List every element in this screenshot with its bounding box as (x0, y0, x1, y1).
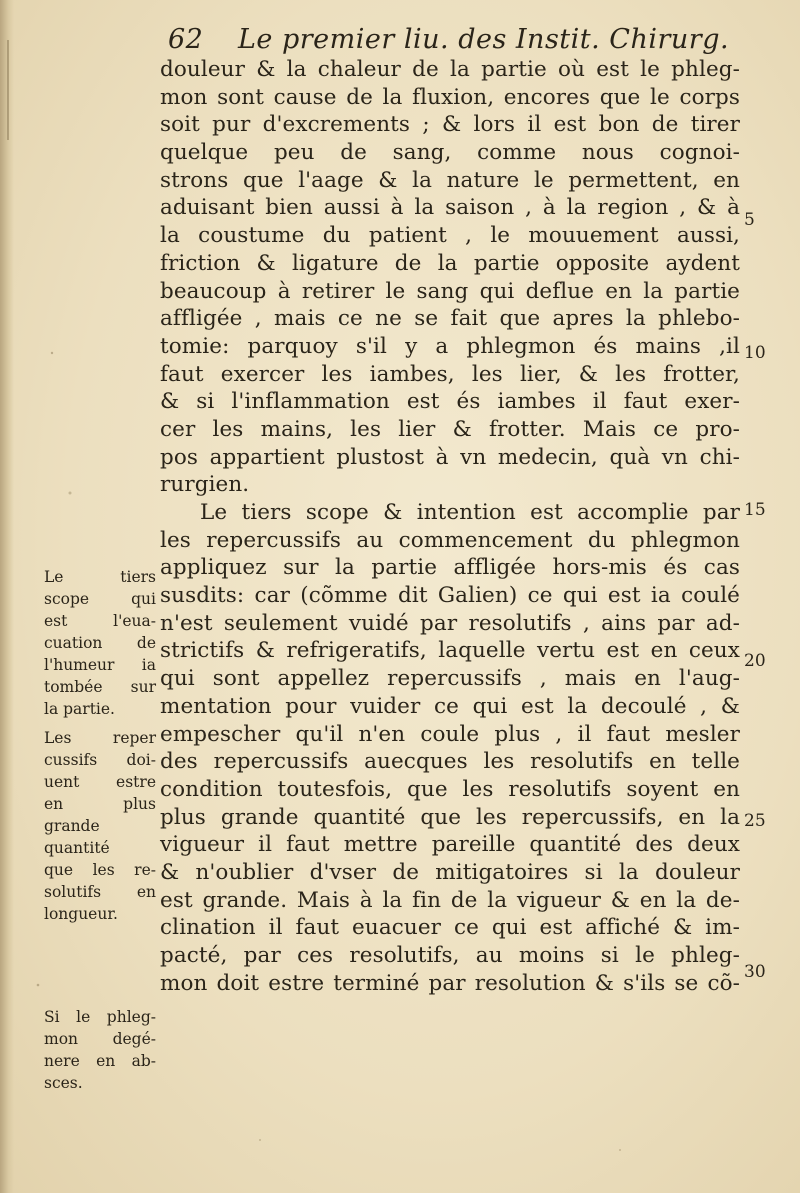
side-note-line: cuation de (44, 634, 156, 652)
text-line: pacté, par ces resolutifs, au moins si le phleg- (160, 943, 740, 968)
side-note-line: en plus (44, 795, 156, 813)
side-note-line: nere en ab- (44, 1052, 156, 1070)
running-title: Le premier liu. des Instit. Chirurg. (238, 24, 730, 55)
text-line: & n'oublier d'vser de mitigatoires si la douleur (160, 859, 740, 885)
text-line: quelque peu de sang, comme nous cognoi- (160, 140, 740, 166)
side-note-line: l'humeur ia (44, 656, 156, 674)
side-note-line: cussifs doi- (44, 751, 156, 769)
text-line: affligée , mais ce ne se fait que apres la phlebo- (160, 306, 740, 332)
text-line: vigueur il faut mettre pareille quantité des deux (160, 832, 740, 858)
text-line: pos appartient plustost à vn medecin, quà vn chi- (160, 444, 740, 470)
page-number: 62 (168, 24, 204, 55)
line-number: 20 (744, 651, 766, 671)
text-line: beaucoup à retirer le sang qui deflue en la partie (160, 278, 740, 304)
side-note-line: est l'eua- (44, 612, 156, 630)
side-note-line: tombée sur (44, 678, 156, 696)
paragraph-start-line: Le tiers scope & intention est accomplie par (200, 500, 740, 525)
page-gutter (0, 0, 14, 1193)
side-note-line: mon degé- (44, 1030, 156, 1048)
text-line: la coustume du patient , le mouuement aussi, (160, 223, 740, 249)
text-line: rurgien. (160, 472, 250, 498)
text-line: strictifs & refrigeratifs, laquelle vertu est en ceux (160, 638, 740, 664)
text-line: mentation pour vuider ce qui est la decoulé , & (160, 693, 740, 719)
side-note-tiers-scope (44, 566, 156, 720)
side-note-repercussifs (44, 727, 156, 925)
side-note-line: Le tiers (44, 568, 156, 586)
text-line: qui sont appellez repercussifs , mais en l'aug- (160, 666, 740, 692)
side-note-abces (44, 1006, 156, 1094)
side-note-line: scope qui (44, 590, 156, 608)
text-line: douleur & la chaleur de la partie où est le phleg- (160, 57, 740, 82)
line-number: 25 (744, 811, 766, 831)
text-line: mon sont cause de la fluxion, encores que le corps (160, 84, 740, 110)
text-line: condition toutesfois, que les resolutifs soyent en (160, 776, 740, 802)
text-line: empescher qu'il n'en coule plus , il faut mesler (160, 721, 740, 747)
text-line: appliquez sur la partie affligée hors-mis és cas (160, 555, 740, 581)
text-line: soit pur d'excrements ; & lors il est bon de tirer (160, 112, 740, 138)
side-note-line: Les reper (44, 729, 156, 747)
text-line: les repercussifs au commencement du phlegmon (160, 527, 740, 553)
text-line: susdits: car (cõmme dit Galien) ce qui est ia coulé (160, 583, 740, 609)
side-note-line: sces. (44, 1074, 83, 1092)
text-line: faut exercer les iambes, les lier, & les frotter, (160, 361, 740, 387)
text-line: des repercussifs auecques les resolutifs en telle (160, 749, 740, 775)
side-note-line: la partie. (44, 700, 115, 718)
text-line: n'est seulement vuidé par resolutifs , ains par ad- (160, 610, 740, 636)
side-note-line: quantité (44, 839, 110, 857)
text-line: & si l'inflammation est és iambes il faut exer- (160, 389, 740, 415)
main-text-block (160, 56, 740, 997)
text-line: mon doit estre terminé par resolution & s'ils se cõ- (160, 970, 740, 996)
side-note-line: solutifs en (44, 883, 156, 901)
text-line: est grande. Mais à la fin de la vigueur & en la de- (160, 887, 740, 913)
text-line: clination il faut euacuer ce qui est affiché & im- (160, 915, 740, 941)
running-header (168, 22, 728, 58)
side-note-line: uent estre (44, 773, 156, 791)
text-line: aduisant bien aussi à la saison , à la region , & à (160, 195, 740, 221)
line-number: 5 (744, 210, 755, 230)
text-line: plus grande quantité que les repercussifs, en la (160, 804, 740, 830)
text-line: cer les mains, les lier & frotter. Mais ce pro- (160, 416, 740, 442)
side-note-line: Si le phleg- (44, 1008, 156, 1026)
text-line: strons que l'aage & la nature le permettent, en (160, 167, 740, 193)
text-line: tomie: parquoy s'il y a phlegmon és mains ,il (160, 333, 740, 359)
line-number: 15 (744, 500, 766, 520)
side-note-line: grande (44, 817, 100, 835)
text-line: friction & ligature de la partie opposite aydent (160, 250, 740, 276)
side-note-line: longueur. (44, 905, 118, 923)
side-note-line: que les re- (44, 861, 156, 879)
line-number: 10 (744, 343, 766, 363)
line-number: 30 (744, 962, 766, 982)
